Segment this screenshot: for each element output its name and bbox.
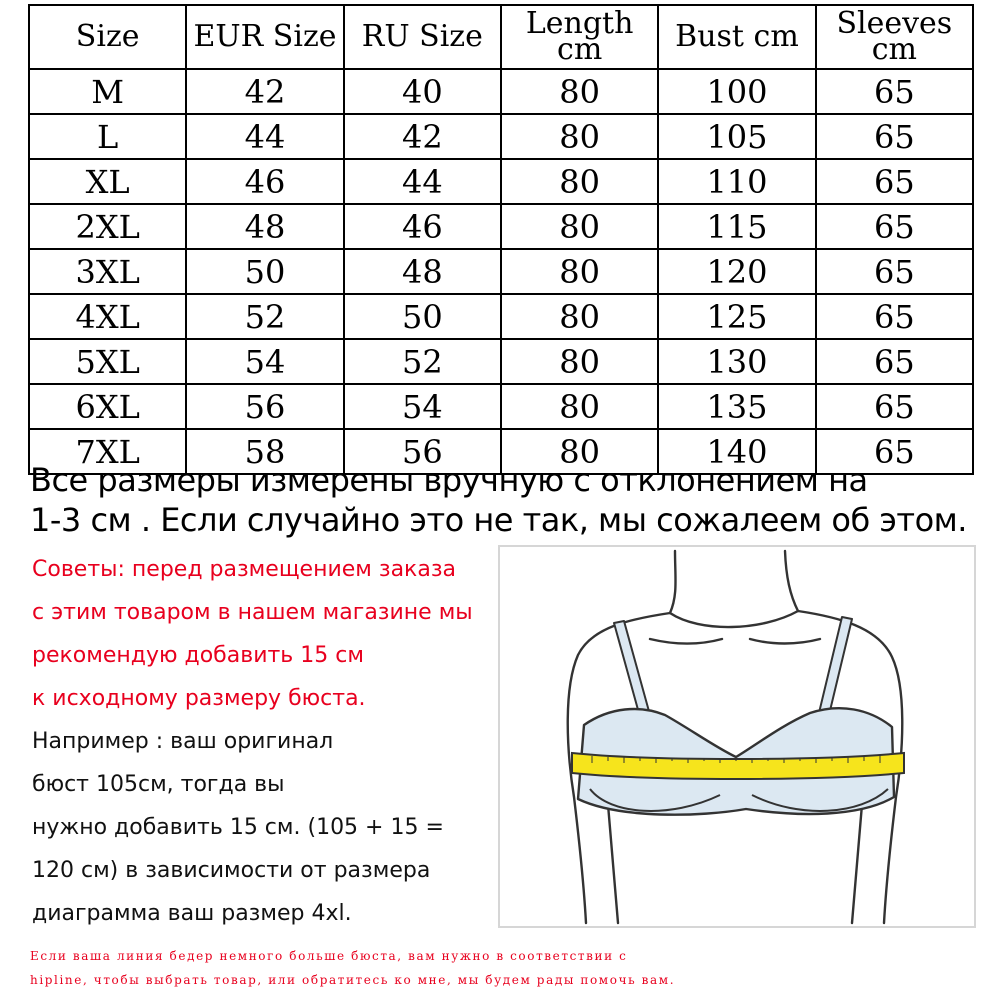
- header-length: Length cm: [501, 5, 658, 69]
- table-cell: 56: [344, 429, 501, 474]
- table-cell: 48: [344, 249, 501, 294]
- table-cell: 80: [501, 69, 658, 114]
- table-cell: 52: [186, 294, 343, 339]
- notice-line-2: 1-3 см . Если случайно это не так, мы сожалеем об этом.: [30, 501, 967, 539]
- table-cell: 80: [501, 384, 658, 429]
- table-cell: 54: [344, 384, 501, 429]
- table-row: [29, 384, 973, 429]
- table-row: [29, 114, 973, 159]
- notice-line-1: Все размеры измерены вручную с отклонением на: [30, 461, 868, 499]
- table-cell: 65: [816, 384, 973, 429]
- header-eur-size: EUR Size: [186, 5, 343, 69]
- table-cell: 5XL: [29, 339, 186, 384]
- table-cell: 44: [344, 159, 501, 204]
- size-chart-table: [28, 4, 974, 475]
- tip-red-line: рекомендую добавить 15 см: [32, 643, 364, 668]
- table-cell: 80: [501, 339, 658, 384]
- tip-red-line: Советы: перед размещением заказа: [32, 557, 457, 582]
- table-row: [29, 339, 973, 384]
- table-cell: 7XL: [29, 429, 186, 474]
- table-cell: 46: [344, 204, 501, 249]
- table-cell: 4XL: [29, 294, 186, 339]
- hipline-note-line-2: hipline, чтобы выбрать товар, или обратитесь ко мне, мы будем рады помочь вам.: [30, 973, 676, 987]
- table-cell: 52: [344, 339, 501, 384]
- tip-red-line: к исходному размеру бюста.: [32, 686, 366, 711]
- table-cell: 42: [344, 114, 501, 159]
- table-cell: 80: [501, 294, 658, 339]
- table-cell: 80: [501, 204, 658, 249]
- tip-example-line: нужно добавить 15 см. (105 + 15 =: [32, 815, 444, 840]
- table-cell: 54: [186, 339, 343, 384]
- table-cell: M: [29, 69, 186, 114]
- table-cell: 140: [658, 429, 815, 474]
- tip-example-line: диаграмма ваш размер 4xl.: [32, 901, 352, 926]
- tip-red-line: с этим товаром в нашем магазине мы: [32, 600, 473, 625]
- table-cell: 80: [501, 114, 658, 159]
- table-header-row: [29, 5, 973, 69]
- table-row: [29, 204, 973, 249]
- table-cell: 135: [658, 384, 815, 429]
- table-cell: 2XL: [29, 204, 186, 249]
- table-cell: 80: [501, 249, 658, 294]
- header-size: Size: [29, 5, 186, 69]
- table-cell: 65: [816, 204, 973, 249]
- table-cell: 65: [816, 114, 973, 159]
- tips-block: [32, 548, 512, 935]
- table-cell: 130: [658, 339, 815, 384]
- table-cell: L: [29, 114, 186, 159]
- hipline-note: [30, 944, 990, 992]
- table-row: [29, 69, 973, 114]
- table-cell: 65: [816, 249, 973, 294]
- header-bust: Bust cm: [658, 5, 815, 69]
- table-cell: 65: [816, 294, 973, 339]
- table-row: [29, 249, 973, 294]
- table-cell: 50: [186, 249, 343, 294]
- table-row: [29, 159, 973, 204]
- hipline-note-line-1: Если ваша линия бедер немного больше бюста, вам нужно в соответствии с: [30, 949, 628, 963]
- table-cell: 65: [816, 429, 973, 474]
- table-cell: 42: [186, 69, 343, 114]
- table-cell: 6XL: [29, 384, 186, 429]
- table-cell: XL: [29, 159, 186, 204]
- table-cell: 48: [186, 204, 343, 249]
- bust-illustration-icon: [500, 547, 974, 926]
- table-cell: 65: [816, 159, 973, 204]
- table-row: [29, 294, 973, 339]
- tip-example-line: Например : ваш оригинал: [32, 729, 334, 754]
- table-cell: 80: [501, 159, 658, 204]
- size-table-body: [29, 69, 973, 474]
- table-cell: 56: [186, 384, 343, 429]
- table-cell: 115: [658, 204, 815, 249]
- table-cell: 120: [658, 249, 815, 294]
- tip-example-line: 120 см) в зависимости от размера: [32, 858, 431, 883]
- table-cell: 58: [186, 429, 343, 474]
- table-cell: 105: [658, 114, 815, 159]
- measurement-notice: [30, 460, 990, 540]
- table-cell: 46: [186, 159, 343, 204]
- table-cell: 100: [658, 69, 815, 114]
- table-cell: 3XL: [29, 249, 186, 294]
- table-cell: 125: [658, 294, 815, 339]
- table-cell: 65: [816, 339, 973, 384]
- header-ru-size: RU Size: [344, 5, 501, 69]
- tip-example-line: бюст 105см, тогда вы: [32, 772, 285, 797]
- table-cell: 44: [186, 114, 343, 159]
- table-cell: 50: [344, 294, 501, 339]
- bust-measurement-illustration: [498, 545, 976, 928]
- table-cell: 110: [658, 159, 815, 204]
- table-cell: 40: [344, 69, 501, 114]
- header-sleeves: Sleeves cm: [816, 5, 973, 69]
- table-cell: 65: [816, 69, 973, 114]
- table-cell: 80: [501, 429, 658, 474]
